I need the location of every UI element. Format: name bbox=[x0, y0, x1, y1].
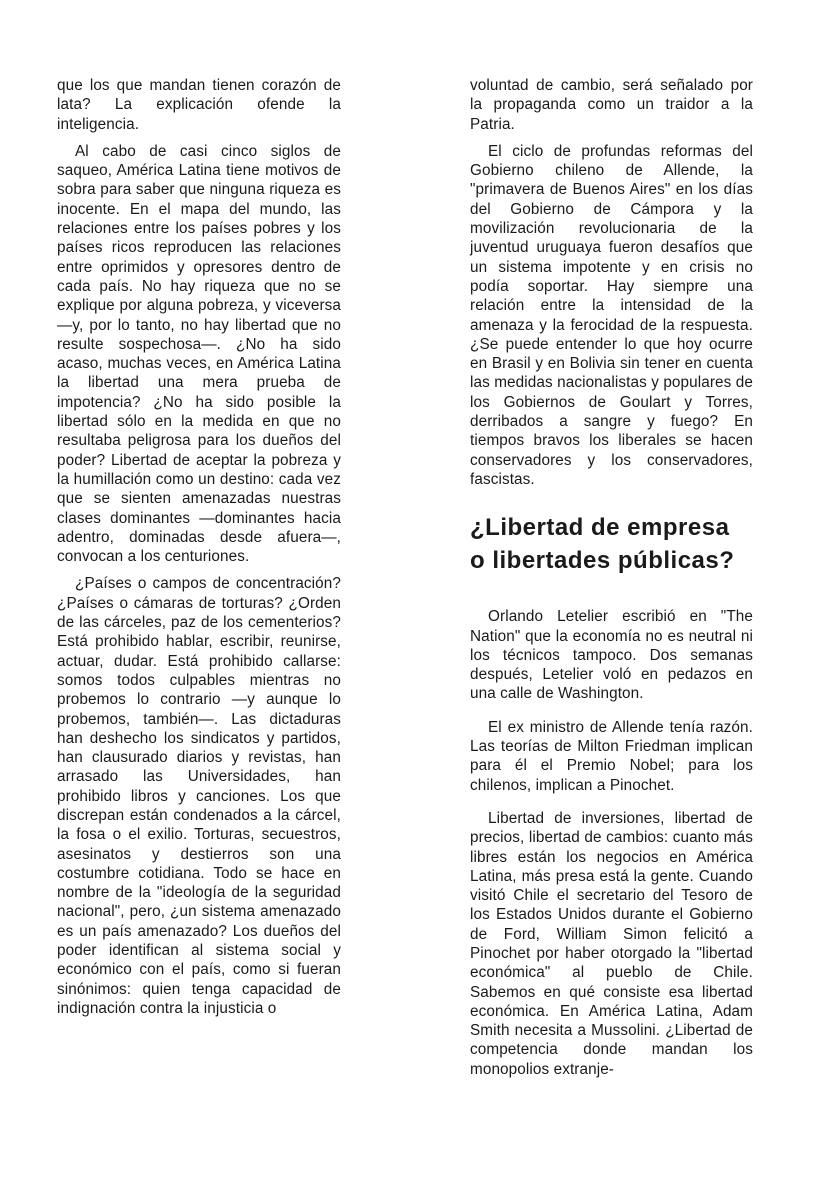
left-column bbox=[57, 76, 341, 1026]
paragraph: Orlando Letelier escribió en "The Nation" que la economía no es neutral ni los técnicos tampoco. Dos semanas después, Letelier voló en pedazos en una calle de Washington. bbox=[470, 608, 753, 703]
paragraph: Al cabo de casi cinco siglos de saqueo, América Latina tiene motivos de sobra para saber que ninguna riqueza es inocente. En el mapa del mundo, las relaciones entre los países pobres y los países ricos reproducen las relaciones entre oprimidos y opresores dentro de cada país. No hay riqueza que no se explique por alguna pobreza, y viceversa —y, por lo tanto, no hay libertad que no resulte sospechosa—. ¿No ha sido acaso, muchas veces, en América Latina la libertad una mera prueba de impotencia? ¿No ha sido posible la libertad sólo en la medida en que no resultaba peligrosa para los dueños del poder? Libertad de aceptar la pobreza y la humillación como un destino: cada vez que se sienten amenazadas nuestras clases dominantes —dominantes hacia adentro, dominadas desde afuera—, convocan a los centuriones. bbox=[57, 142, 341, 566]
paragraph: El ex ministro de Allende tenía razón. Las teorías de Milton Friedman implican para él el Premio Nobel; para los chilenos, implican a Pinochet. bbox=[470, 718, 753, 794]
paragraph: Libertad de inversiones, libertad de precios, libertad de cambios: cuanto más libres están los negocios en América Latina, más presa está la gente. Cuando visitó Chile el secretario del Tesoro de los Estados Unidos durante el Gobierno de Ford, William Simon felicitó a Pinochet por haber otorgado la "libertad económica" al pueblo de Chile. Sabemos en qué consiste esa libertad económica. En América Latina, Adam Smith necesita a Mussolini. ¿Libertad de competencia donde mandan los monopolios extranje- bbox=[470, 809, 753, 1078]
paragraph: El ciclo de profundas reformas del Gobierno chileno de Allende, la "primavera de Buenos Aires" en los días del Gobierno de Cámpora y la movilización revolucionaria de la juventud uruguaya fueron desafíos que un sistema impotente y en crisis no podía soportar. Hay siempre una relación entre la intensidad de la amenaza y la ferocidad de la respuesta. ¿Se puede entender lo que hoy ocurre en Brasil y en Bolivia sin tener en cuenta las medidas nacionalistas y populares de los Gobiernos de Goulart y Torres, derribados a sangre y fuego? En tiempos bravos los liberales se hacen conservadores y los conservadores, fascistas. bbox=[470, 142, 753, 488]
section-heading bbox=[470, 511, 753, 577]
paragraph: que los que mandan tienen corazón de lata? La explicación ofende la inteligencia. bbox=[57, 77, 341, 133]
paragraph: voluntad de cambio, será señalado por la propaganda como un traidor a la Patria. bbox=[470, 77, 753, 133]
right-column bbox=[470, 76, 753, 1093]
section-heading-line: o libertades públicas? bbox=[470, 547, 735, 575]
paragraph: ¿Países o campos de concentración? ¿Países o cámaras de torturas? ¿Orden de las cárceles, paz de los cementerios? Está prohibido hablar, escribir, reunirse, actuar, dudar. Está prohibido callarse: somos todos culpables mientras no probemos lo contrario —y aunque lo probemos, también—. Las dictaduras han deshecho los sindicatos y partidos, han clausurado diarios y revistas, han arrasado las Universidades, han prohibido libros y canciones. Los que discrepan están condenados a la cárcel, la fosa o el exilio. Torturas, secuestros, asesinatos y destierros son una costumbre cotidiana. Todo se hace en nombre de la "ideología de la seguridad nacional", pero, ¿un sistema amenazado es un país amenazado? Los dueños del poder identifican al sistema social y económico con el país, como si fueran sinónimos: quien tenga capacidad de indignación contra la injusticia o bbox=[57, 575, 341, 1017]
section-heading-line: ¿Libertad de empresa bbox=[470, 514, 730, 542]
